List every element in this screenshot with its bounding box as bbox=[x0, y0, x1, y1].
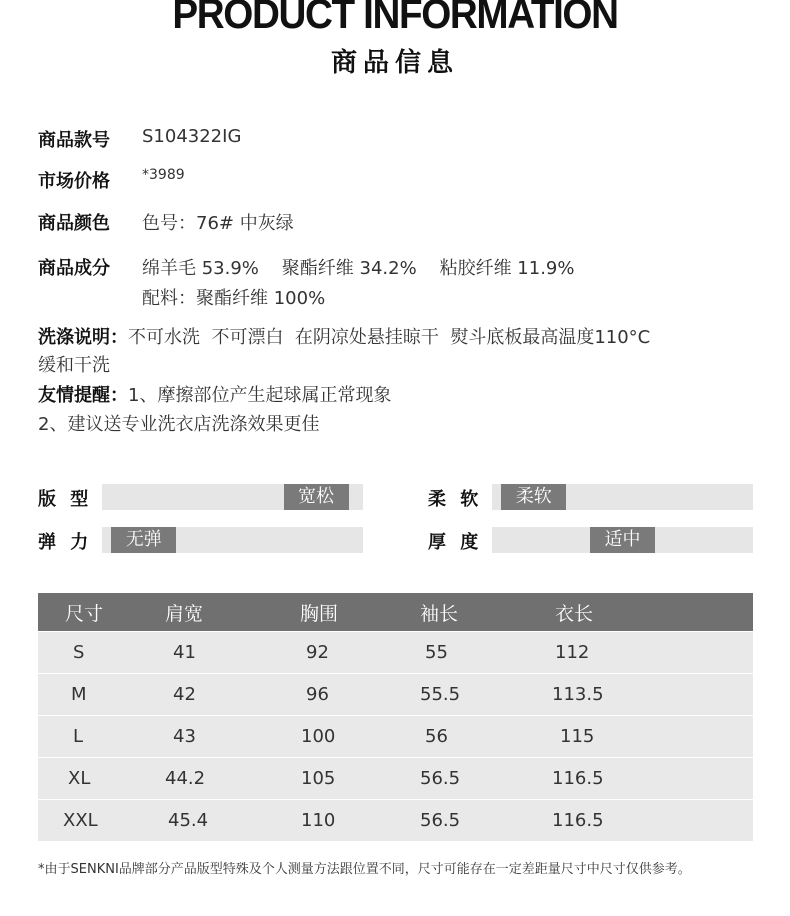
cell-shoulder: 45.4 bbox=[138, 800, 263, 842]
size-table-header bbox=[38, 593, 753, 632]
elasticity-indicator: 无弹 bbox=[111, 527, 176, 553]
cell-size: M bbox=[38, 674, 138, 716]
color-value: 色号：76# 中灰绿 bbox=[142, 213, 294, 234]
table-row bbox=[38, 800, 753, 842]
title-english: PRODUCT INFORMATION bbox=[172, 0, 618, 37]
softness-label: 柔 软 bbox=[428, 489, 483, 510]
cell-size: XL bbox=[38, 758, 138, 800]
tips-label: 友情提醒： bbox=[38, 385, 128, 406]
cell-size: S bbox=[38, 632, 138, 674]
composition-line2: 配料：聚酯纤维 100% bbox=[142, 288, 326, 309]
color-label: 商品颜色 bbox=[38, 213, 110, 234]
header-sleeve: 袖长 bbox=[393, 593, 518, 632]
composition-line1: 绵羊毛 53.9% 聚酯纤维 34.2% 粘胶纤维 11.9% bbox=[142, 258, 575, 279]
cell-shoulder: 44.2 bbox=[138, 758, 263, 800]
cell-shoulder: 41 bbox=[138, 632, 263, 674]
cell-sleeve: 56 bbox=[393, 716, 518, 758]
table-row bbox=[38, 758, 753, 800]
cell-shoulder: 42 bbox=[138, 674, 263, 716]
title-chinese: 商品信息 bbox=[330, 48, 459, 78]
cell-chest: 100 bbox=[263, 716, 393, 758]
fit-scale bbox=[102, 484, 363, 510]
fit-indicator: 宽松 bbox=[284, 484, 349, 510]
cell-shoulder: 43 bbox=[138, 716, 263, 758]
table-row bbox=[38, 716, 753, 758]
cell-length: 116.5 bbox=[518, 800, 753, 842]
tips-line2: 2、建议送专业洗衣店洗涤效果更佳 bbox=[38, 414, 320, 435]
cell-chest: 110 bbox=[263, 800, 393, 842]
cell-length: 115 bbox=[518, 716, 753, 758]
composition-label: 商品成分 bbox=[38, 258, 110, 279]
header-size: 尺寸 bbox=[38, 593, 138, 632]
size-table bbox=[38, 593, 753, 841]
cell-sleeve: 56.5 bbox=[393, 758, 518, 800]
softness-scale bbox=[492, 484, 753, 510]
thickness-label: 厚 度 bbox=[428, 532, 483, 553]
wash-label: 洗涤说明： bbox=[38, 327, 128, 348]
cell-length: 112 bbox=[518, 632, 753, 674]
cell-sleeve: 56.5 bbox=[393, 800, 518, 842]
style-no-value: S104322IG bbox=[142, 126, 242, 147]
thickness-scale bbox=[492, 527, 753, 553]
price-label: 市场价格 bbox=[38, 171, 110, 192]
header-shoulder: 肩宽 bbox=[138, 593, 263, 632]
table-row bbox=[38, 632, 753, 674]
table-row bbox=[38, 674, 753, 716]
elasticity-scale bbox=[102, 527, 363, 553]
fit-label: 版 型 bbox=[38, 489, 93, 510]
wash-line2: 缓和干洗 bbox=[38, 355, 110, 376]
thickness-indicator: 适中 bbox=[590, 527, 655, 553]
footnote: *由于SENKNI品牌部分产品版型特殊及个人测量方法跟位置不同，尺寸可能存在一定差距量尺寸中尺寸仅供参考。 bbox=[38, 862, 691, 877]
header-chest: 胸围 bbox=[263, 593, 393, 632]
wash-line1: 不可水洗 不可漂白 在阴凉处悬挂晾干 熨斗底板最高温度110°C bbox=[128, 327, 651, 348]
cell-length: 116.5 bbox=[518, 758, 753, 800]
cell-chest: 92 bbox=[263, 632, 393, 674]
tips-line1: 1、摩擦部位产生起球属正常现象 bbox=[128, 385, 392, 406]
cell-sleeve: 55 bbox=[393, 632, 518, 674]
wash-instructions bbox=[38, 323, 650, 349]
header-length: 衣长 bbox=[518, 593, 753, 632]
cell-size: XXL bbox=[38, 800, 138, 842]
cell-length: 113.5 bbox=[518, 674, 753, 716]
style-no-label: 商品款号 bbox=[38, 130, 110, 151]
cell-size: L bbox=[38, 716, 138, 758]
cell-chest: 96 bbox=[263, 674, 393, 716]
softness-indicator: 柔软 bbox=[501, 484, 566, 510]
price-value: *3989 bbox=[142, 167, 185, 183]
elasticity-label: 弹 力 bbox=[38, 532, 93, 553]
cell-chest: 105 bbox=[263, 758, 393, 800]
cell-sleeve: 55.5 bbox=[393, 674, 518, 716]
tips bbox=[38, 381, 391, 407]
